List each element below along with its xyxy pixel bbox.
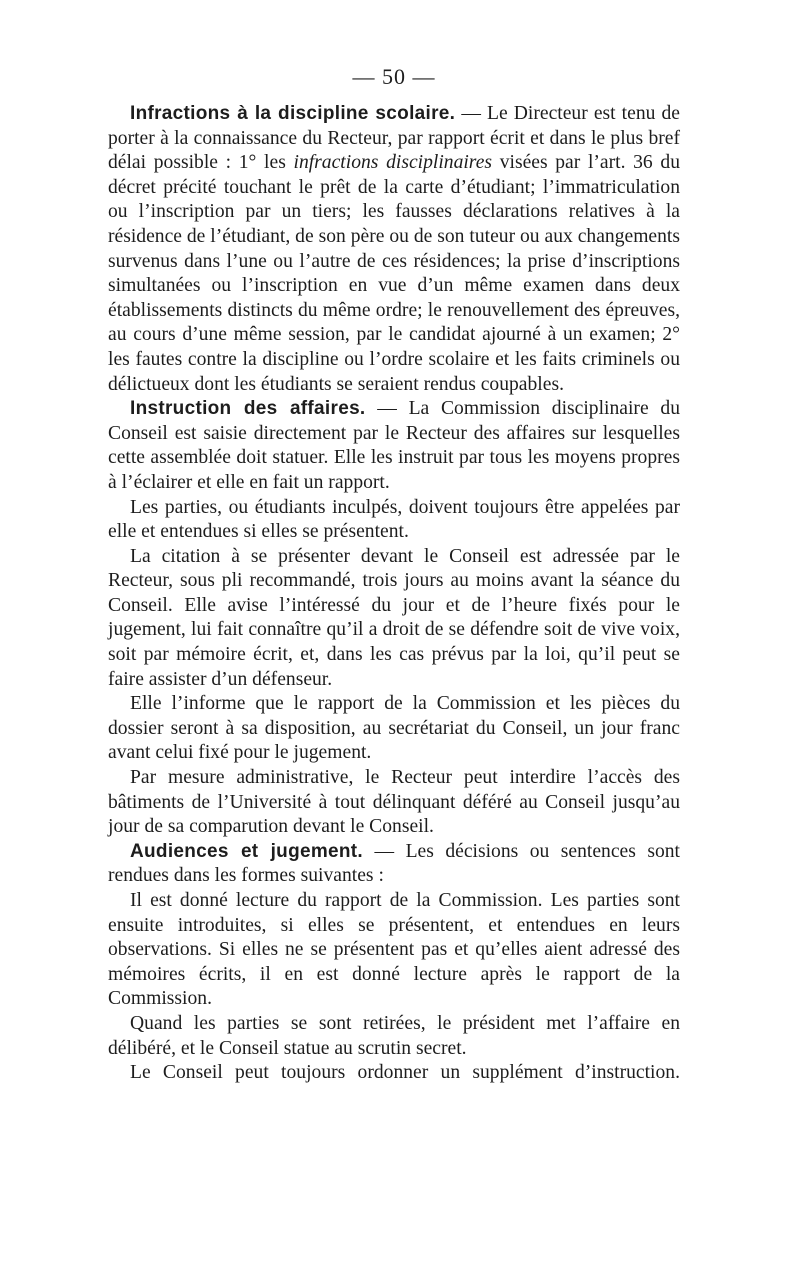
infractions-text-part-1: — Le Directeur est tenu de porter à la connaissance du Recteur, par rapport écrit et dans le plus bref délai possible : 1° les <box>108 103 680 174</box>
audiences-text: — Les décisions ou sentences sont rendues dans les formes suivantes : <box>108 840 681 887</box>
section-heading-audiences: Audiences et jugement. <box>130 840 364 862</box>
paragraph-audiences-lecture: Il est donné lecture du rapport de la Commission. Les parties sont ensuite introduites, si elles se présentent, et entendues en leurs observations. Si elles ne se présentent pas et qu’elles aient adressé des mémoires écrits, il en est donné lecture après le rapport de la Commission. <box>108 890 680 1010</box>
paragraph-infractions <box>108 102 680 397</box>
page-number: — 50 — <box>352 64 436 89</box>
paragraph-instruction-mesure: Par mesure administrative, le Recteur peut interdire l’accès des bâtiments de l’Université à tout délinquant déféré au Conseil jusqu’au jour de sa comparution devant le Conseil. <box>108 767 680 838</box>
paragraph-audiences-supplement: Le Conseil peut toujours ordonner un supplément d’instruction. <box>130 1062 680 1084</box>
section-heading-infractions: Infractions à la discipline scolaire. <box>130 103 456 124</box>
section-heading-instruction: Instruction des affaires. <box>130 398 366 420</box>
infractions-text-part-2: visées par l’art. 36 du décret précité touchant le prêt de la carte d’étudiant; l’immatriculation ou l’inscription par un tiers; les fausses déclarations relatives à la résidence de l’étudiant, de son père ou de son tuteur ou aux changements survenus dans l’une ou l’autre de ces résidences; la prise d’inscriptions simultanées ou l’inscription en vue d’un même examen dans deux établissements distincts du même ordre; le renouvellement des épreuves, au cours d’une même session, par le candidat ajourné à un examen; 2° les fautes contre la discipline ou l’ordre scolaire et les faits criminels ou délictueux dont les étudiants se seraient rendus coupables. <box>108 152 680 395</box>
paragraph-instruction <box>108 397 680 495</box>
paragraph-audiences <box>108 840 680 889</box>
paragraph-instruction-citation: La citation à se présenter devant le Conseil est adressée par le Recteur, sous pli recommandé, trois jours au moins avant la séance du Conseil. Elle avise l’intéressé du jour et de l’heure fixés pour le jugement, lui fait connaître qu’il a droit de se défendre soit de vive voix, soit par mémoire écrit, et, dans les cas prévus par la loi, qu’il peut se faire assister d’un défenseur. <box>108 545 680 690</box>
document-page <box>108 62 680 1086</box>
paragraph-instruction-parties: Les parties, ou étudiants inculpés, doivent toujours être appelées par elle et entendues si elles se présentent. <box>108 496 680 543</box>
infractions-italic-term: infractions disciplinaires <box>293 152 493 174</box>
paragraph-instruction-information: Elle l’informe que le rapport de la Commission et les pièces du dossier seront à sa disposition, au secrétariat du Conseil, un jour franc avant celui fixé pour le jugement. <box>108 693 680 764</box>
instruction-text: — La Commission disciplinaire du Conseil est saisie directement par le Recteur des affaires sur lesquelles cette assemblée doit statuer. Elle les instruit par tous les moyens propres à l’éclairer et elle en fait un rapport. <box>108 398 680 493</box>
paragraph-audiences-deliberation: Quand les parties se sont retirées, le président met l’affaire en délibéré, et le Conseil statue au scrutin secret. <box>108 1012 680 1059</box>
